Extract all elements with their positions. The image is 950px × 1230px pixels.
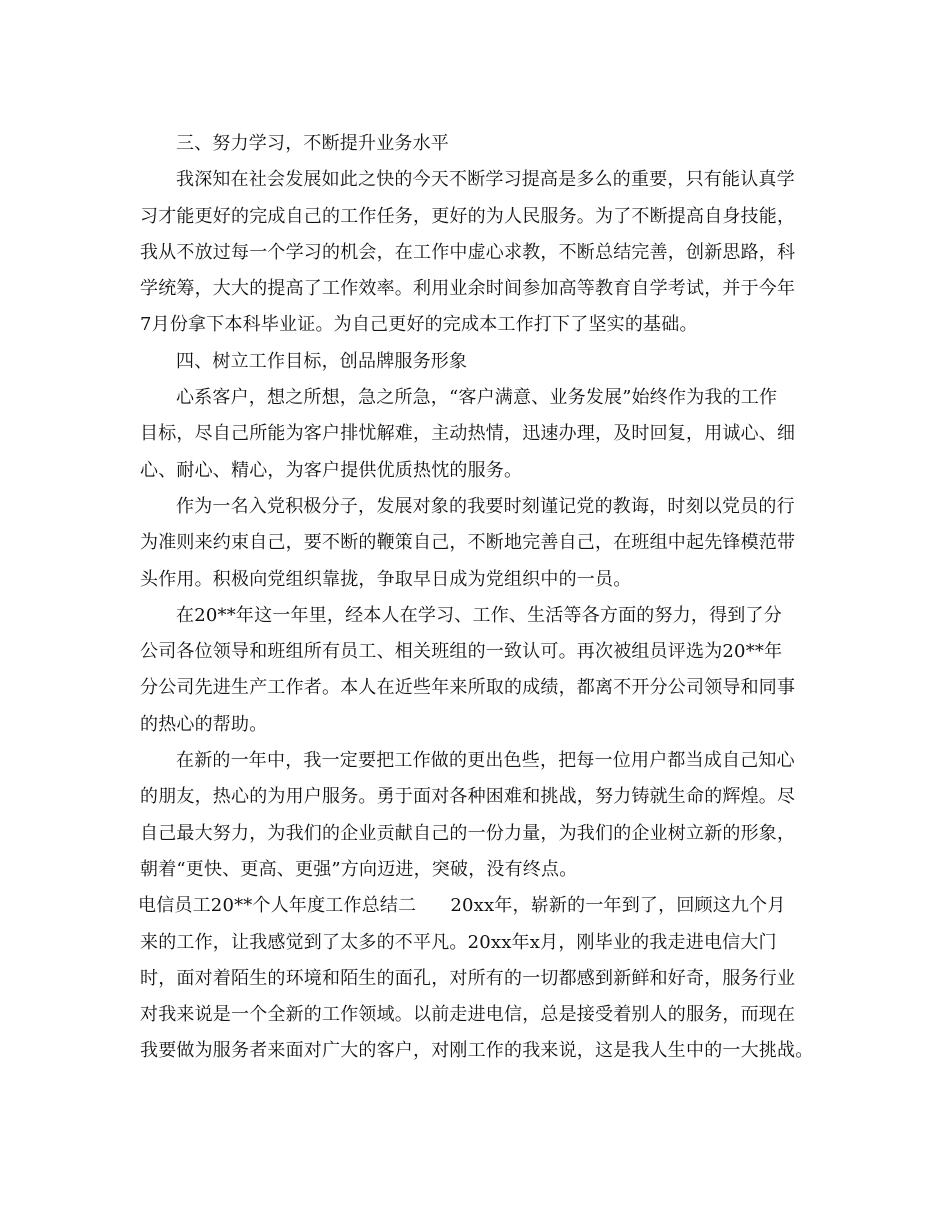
paragraph-line: 在新的一年中，我一定要把工作做的更出色些，把每一位用户都当成自己知心 (176, 750, 795, 772)
paragraph-line: 对我来说是一个全新的工作领域。以前走进电信，总是接受着别人的服务，而现在 (140, 1004, 796, 1026)
paragraph-line: 分公司先进生产工作者。本人在近些年来所取的成绩，都离不开分公司领导和同事 (140, 677, 796, 699)
paragraph-line: 习才能更好的完成自己的工作任务，更好的为人民服务。为了不断提高自身技能， (140, 205, 796, 227)
article-opening: 20xx年，崭新的一年到了，回顾这九个月 (450, 895, 786, 917)
paragraph-line: 的朋友，热心的为用户服务。勇于面对各种困难和挑战，努力铸就生命的辉煌。尽 (140, 786, 796, 808)
paragraph-line: 头作用。积极向党组织靠拢，争取早日成为党组织中的一员。 (140, 568, 632, 590)
paragraph-line: 自己最大努力，为我们的企业贡献自己的一份力量，为我们的企业树立新的形象， (140, 822, 796, 844)
paragraph-line: 心系客户，想之所想，急之所急，“客户满意、业务发展”始终作为我的工作 (176, 387, 778, 409)
paragraph-line: 来的工作，让我感觉到了太多的不平凡。20xx年x月，刚毕业的我走进电信大门 (140, 931, 777, 953)
article-title: 电信员工20**个人年度工作总结二 (138, 895, 417, 917)
paragraph-line: 作为一名入党积极分子，发展对象的我要时刻谨记党的教诲，时刻以党员的行 (176, 495, 795, 517)
section-heading-4: 四、树立工作目标，创品牌服务形象 (176, 350, 468, 372)
paragraph-line: 我要做为服务者来面对广大的客户，对刚工作的我来说，这是我人生中的一大挑战。 (140, 1040, 814, 1062)
paragraph-line: 为准则来约束自己，要不断的鞭策自己，不断地完善自己，在班组中起先锋模范带 (140, 532, 796, 554)
paragraph-line: 目标，尽自己所能为客户排忧解难，主动热情，迅速办理，及时回复，用诚心、细 (140, 423, 796, 445)
paragraph-line: 朝着“更快、更高、更强”方向迈进，突破，没有终点。 (140, 858, 578, 880)
article-title-line (138, 888, 830, 924)
paragraph-line: 7月份拿下本科毕业证。为自己更好的完成本工作打下了坚实的基础。 (140, 314, 698, 336)
paragraph-line: 学统筹，大大的提高了工作效率。利用业余时间参加高等教育自学考试，并于今年 (140, 278, 796, 300)
paragraph-line: 时，面对着陌生的环境和陌生的面孔，对所有的一切都感到新鲜和好奇，服务行业 (140, 967, 796, 989)
document-body (140, 126, 830, 1070)
paragraph-line: 心、耐心、精心，为客户提供优质热忱的服务。 (140, 459, 523, 481)
paragraph-line: 我深知在社会发展如此之快的今天不断学习提高是多么的重要，只有能认真学 (176, 169, 795, 191)
paragraph-line: 我从不放过每一个学习的机会，在工作中虚心求教，不断总结完善，创新思路，科 (140, 241, 796, 263)
section-heading-3: 三、努力学习，不断提升业务水平 (176, 133, 449, 154)
paragraph-line: 公司各位领导和班组所有员工、相关班组的一致认可。再次被组员评选为20**年 (140, 641, 783, 663)
paragraph-line: 的热心的帮助。 (140, 713, 268, 735)
paragraph-line: 在20**年这一年里，经本人在学习、工作、生活等各方面的努力，得到了分 (176, 604, 782, 626)
